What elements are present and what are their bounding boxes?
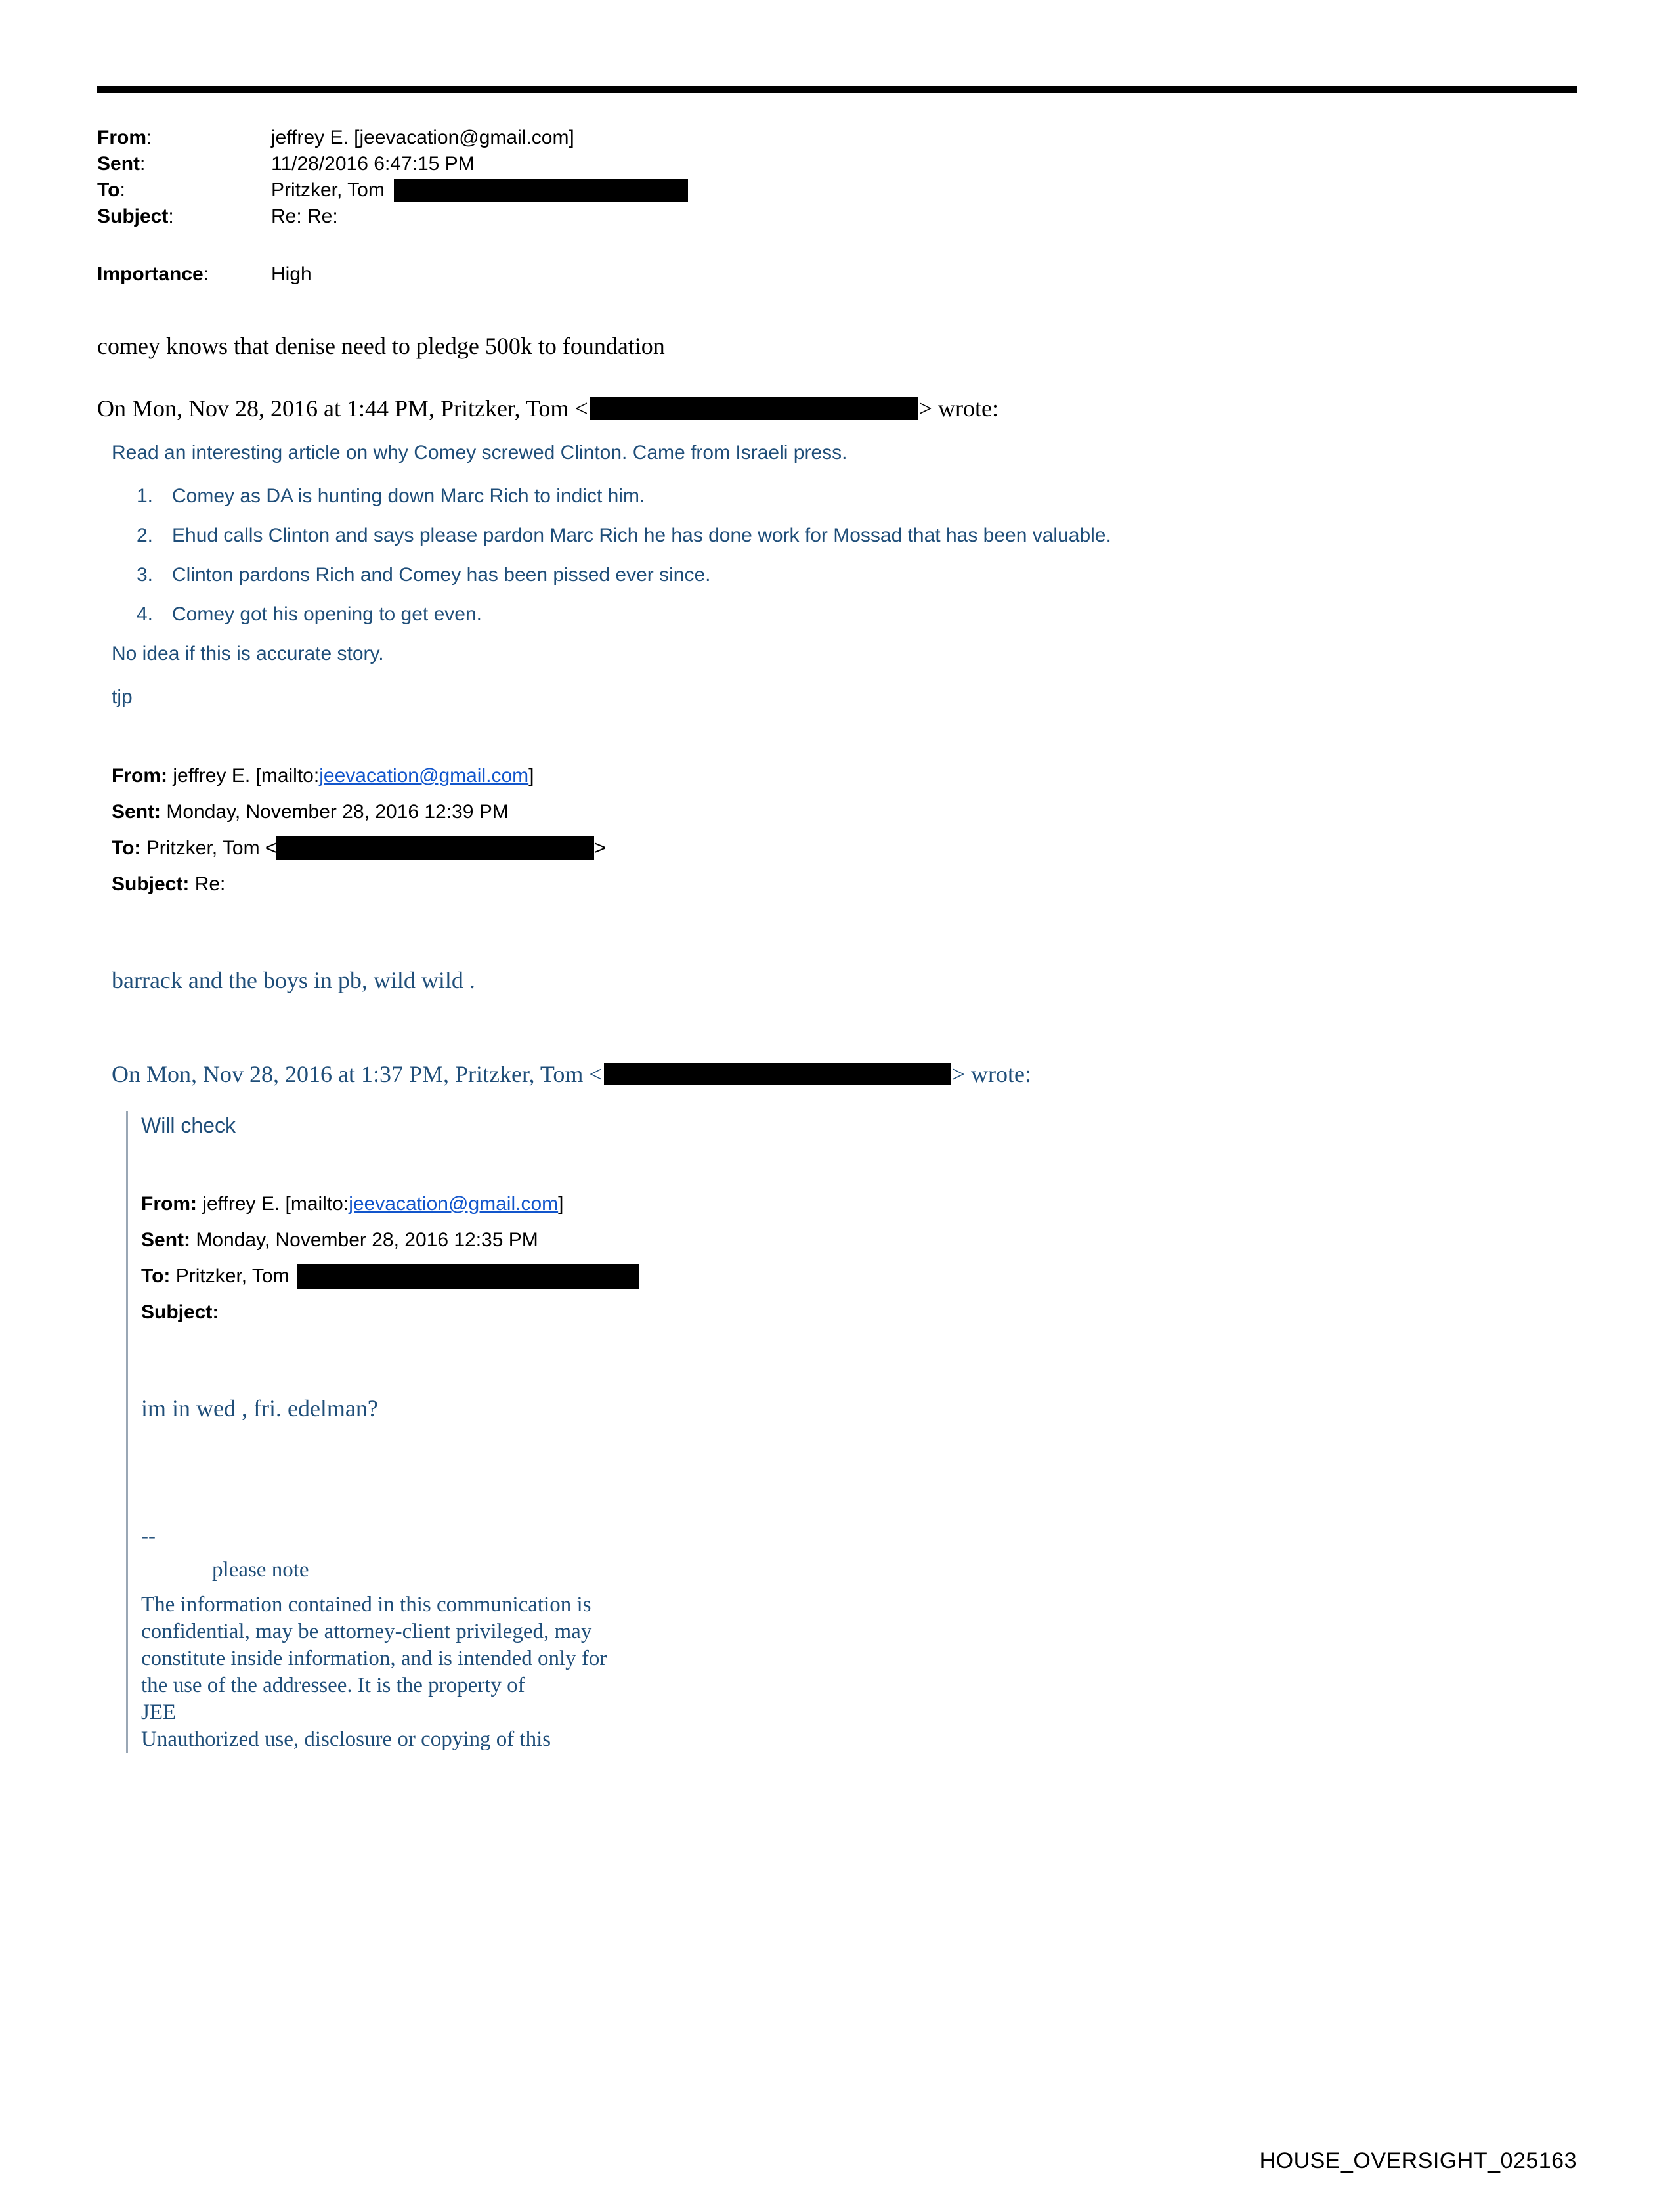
signature-dashes: -- — [141, 1525, 156, 1548]
sent-label: Sent: — [112, 801, 161, 823]
on-wrote-prefix: On Mon, Nov 28, 2016 at 1:37 PM, Pritzker, Tom < — [112, 1061, 603, 1087]
header-row-subject — [97, 204, 1587, 230]
from-label: From: — [112, 765, 167, 787]
header-row-importance — [97, 261, 1587, 288]
on-wrote-suffix: > wrote: — [951, 1061, 1031, 1087]
subject-value: Re: Re: — [271, 206, 338, 227]
sent-value: Monday, November 28, 2016 12:39 PM — [166, 801, 509, 823]
on-wrote-prefix: On Mon, Nov 28, 2016 at 1:44 PM, Pritzker, Tom < — [97, 395, 588, 422]
redaction-bar — [297, 1264, 639, 1289]
subject-value: Re: — [194, 873, 226, 895]
quoted-intro: Read an interesting article on why Comey screwed Clinton. Came from Israeli press. — [112, 442, 848, 464]
signature-line: constitute inside information, and is intended only for — [141, 1647, 607, 1670]
from-label: From: — [141, 1193, 197, 1215]
top-rule — [97, 86, 1577, 93]
from-value: jeffrey E. [jeevacation@gmail.com] — [271, 127, 574, 148]
email-link[interactable]: jeevacation@gmail.com — [319, 765, 529, 787]
header-row-sent — [97, 151, 1587, 177]
list-item-text: Ehud calls Clinton and says please pardon Marc Rich he has done work for Mossad that has been valuable. — [172, 525, 1111, 546]
quoted-header-subject — [141, 1294, 1587, 1330]
quoted-header-subject — [112, 866, 1587, 902]
quoted-list — [112, 482, 1587, 629]
sent-label: Sent: — [141, 1229, 190, 1251]
quoted-header-from — [141, 1186, 1587, 1222]
quoted-signoff: tjp — [112, 686, 133, 708]
list-item-text: Comey as DA is hunting down Marc Rich to indict him. — [172, 485, 645, 507]
redaction-bar — [276, 836, 594, 860]
from-label: From: — [97, 127, 152, 148]
to-value: Pritzker, Tom < — [146, 837, 277, 859]
signature-line: The information contained in this communication is — [141, 1593, 591, 1616]
list-item — [112, 600, 1587, 629]
quoted-outro: No idea if this is accurate story. — [112, 643, 384, 664]
on-wrote-suffix: > wrote: — [918, 395, 998, 422]
to-label: To: — [97, 179, 125, 201]
quoted-header-from — [112, 758, 1587, 794]
sent-value: Monday, November 28, 2016 12:35 PM — [196, 1229, 538, 1251]
quoted-header-to — [141, 1258, 1587, 1294]
quoted-header-sent — [141, 1222, 1587, 1258]
email-content — [97, 125, 1587, 1753]
from-name: jeffrey E. [mailto: — [202, 1193, 349, 1215]
quoted-block-2 — [126, 1111, 1587, 1753]
redaction-bar — [590, 397, 918, 420]
to-text: Pritzker, Tom — [271, 179, 385, 201]
list-item-text: Comey got his opening to get even. — [172, 603, 482, 625]
sent-value: 11/28/2016 6:47:15 PM — [271, 153, 475, 175]
quoted-header-2 — [141, 1186, 1587, 1330]
quoted-header-sent — [112, 794, 1587, 830]
to-label: To: — [112, 837, 141, 859]
signature-block — [141, 1523, 1587, 1753]
list-item-number: 1. — [137, 485, 154, 507]
list-item-text: Clinton pardons Rich and Comey has been pissed ever since. — [172, 564, 711, 586]
quoted-2-text: Will check — [141, 1114, 236, 1137]
list-item-number: 3. — [137, 564, 154, 586]
from-close: ] — [528, 765, 534, 787]
signature-please-note: please note — [212, 1558, 309, 1582]
to-label: To: — [141, 1265, 171, 1287]
signature-line: JEE — [141, 1701, 177, 1724]
importance-value: High — [271, 263, 312, 285]
signature-line: confidential, may be attorney-client privileged, may — [141, 1620, 592, 1643]
redaction-bar — [394, 179, 688, 202]
header-row-to — [97, 177, 1587, 204]
list-item-number: 4. — [137, 603, 154, 625]
importance-label: Importance: — [97, 263, 209, 285]
to-value — [271, 177, 1587, 204]
signature-line: Unauthorized use, disclosure or copying of this — [141, 1727, 551, 1751]
to-value: Pritzker, Tom — [175, 1265, 290, 1287]
email-header — [97, 125, 1587, 288]
on-wrote-line-1 — [97, 393, 1587, 424]
list-item — [112, 521, 1587, 550]
subject-label: Subject: — [112, 873, 190, 895]
header-row-from — [97, 125, 1587, 151]
quoted-body-2: im in wed , fri. edelman? — [141, 1395, 378, 1421]
document-footer-id: HOUSE_OVERSIGHT_025163 — [1259, 2148, 1577, 2173]
email-link[interactable]: jeevacation@gmail.com — [349, 1193, 559, 1215]
redaction-bar — [604, 1063, 951, 1085]
from-close: ] — [558, 1193, 564, 1215]
list-item — [112, 482, 1587, 511]
quoted-header-to — [112, 830, 1587, 866]
signature-line: the use of the addressee. It is the property of — [141, 1674, 525, 1697]
on-wrote-line-2 — [112, 1058, 1587, 1090]
subject-label: Subject: — [141, 1301, 219, 1323]
message-body: comey knows that denise need to pledge 500k to foundation — [97, 333, 665, 359]
quoted-body-1: barrack and the boys in pb, wild wild . — [112, 967, 475, 993]
list-item — [112, 561, 1587, 590]
to-close: > — [594, 837, 606, 859]
quoted-block-1 — [112, 439, 1587, 1753]
list-item-number: 2. — [137, 525, 154, 546]
from-name: jeffrey E. [mailto: — [173, 765, 320, 787]
quoted-header-1 — [112, 758, 1587, 902]
sent-label: Sent: — [97, 153, 146, 175]
subject-label: Subject: — [97, 206, 174, 227]
